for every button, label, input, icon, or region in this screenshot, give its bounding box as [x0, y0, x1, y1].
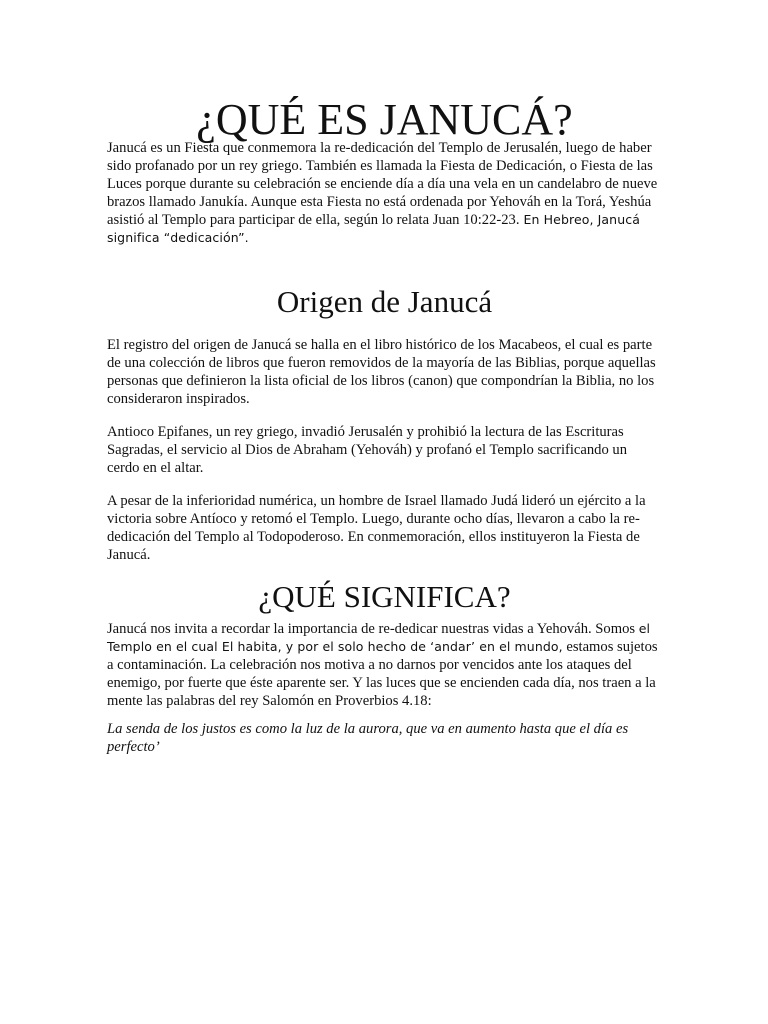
page-title: ¿QUÉ ES JANUCÁ? [196, 95, 573, 144]
intro-text: Janucá es un Fiesta que conmemora la re-dedicación del Templo de Jerusalén, luego de haber sido profanado por un rey griego. También es llamada la Fiesta de Dedicación, o Fiesta de las Luces porque durante su celebración se enciende día a día una vela en un candelabro de nueve brazos llamado Janukía. Aunque esta Fiesta no está ordenada por Yehováh en la Torá, Yeshúa asistió al Templo para participar de ella, según lo relata Juan 10:22-23. [107, 140, 658, 228]
origin-paragraph-1: El registro del origen de Janucá se halla en el libro histórico de los Macabeos, el cual es parte de una colección de libros que fueron removidos de la mayoría de las Biblias, porque aquellas personas que definieron la lista oficial de los libros (canon) que compondrían la Biblia, no los consideraron inspirados. [107, 337, 656, 407]
section-heading-origin: Origen de Janucá [276, 284, 493, 319]
intro-tail-text: En Hebreo, Janucá significa “dedicación”. [107, 212, 640, 245]
meaning-text-start: Janucá nos invita a recordar la importancia de re-dedicar nuestras vidas a Yehováh. Somos [107, 621, 639, 637]
section-heading-meaning: ¿QUÉ SIGNIFICA? [258, 579, 511, 614]
meaning-text-end: estamos sujetos a contaminación. La celebración nos motiva a no darnos por vencidos ante los ataques del enemigo, por fuerte que éste aparente ser. Y las luces que se encienden cada día, nos traen a la mente las palabras del rey Salomón en Proverbios 4.18: [107, 639, 658, 709]
origin-paragraph-3: A pesar de la inferioridad numérica, un hombre de Israel llamado Judá lideró un ejército a la victoria sobre Antíoco y retomó el Templo. Luego, durante ocho días, llevaron a cabo la re-dedicación del Templo al Todopoderoso. En conmemoración, ellos instituyeron la Fiesta de Janucá. [107, 493, 646, 563]
meaning-paragraph [107, 620, 662, 710]
intro-paragraph [107, 139, 662, 247]
origin-paragraph-2: Antioco Epifanes, un rey griego, invadió Jerusalén y prohibió la lectura de las Escrituras Sagradas, el servicio al Dios de Abraham (Yehováh) y profanó el Templo sacrificando un cerdo en el altar. [107, 424, 628, 476]
document-page [107, 0, 662, 1024]
proverbs-quote: La senda de los justos es como la luz de la aurora, que va en aumento hasta que el día es perfecto’ [107, 721, 629, 755]
meaning-text-mono: el Templo en el cual El habita, y por el solo hecho de ‘andar’ en el mundo, [107, 621, 651, 654]
